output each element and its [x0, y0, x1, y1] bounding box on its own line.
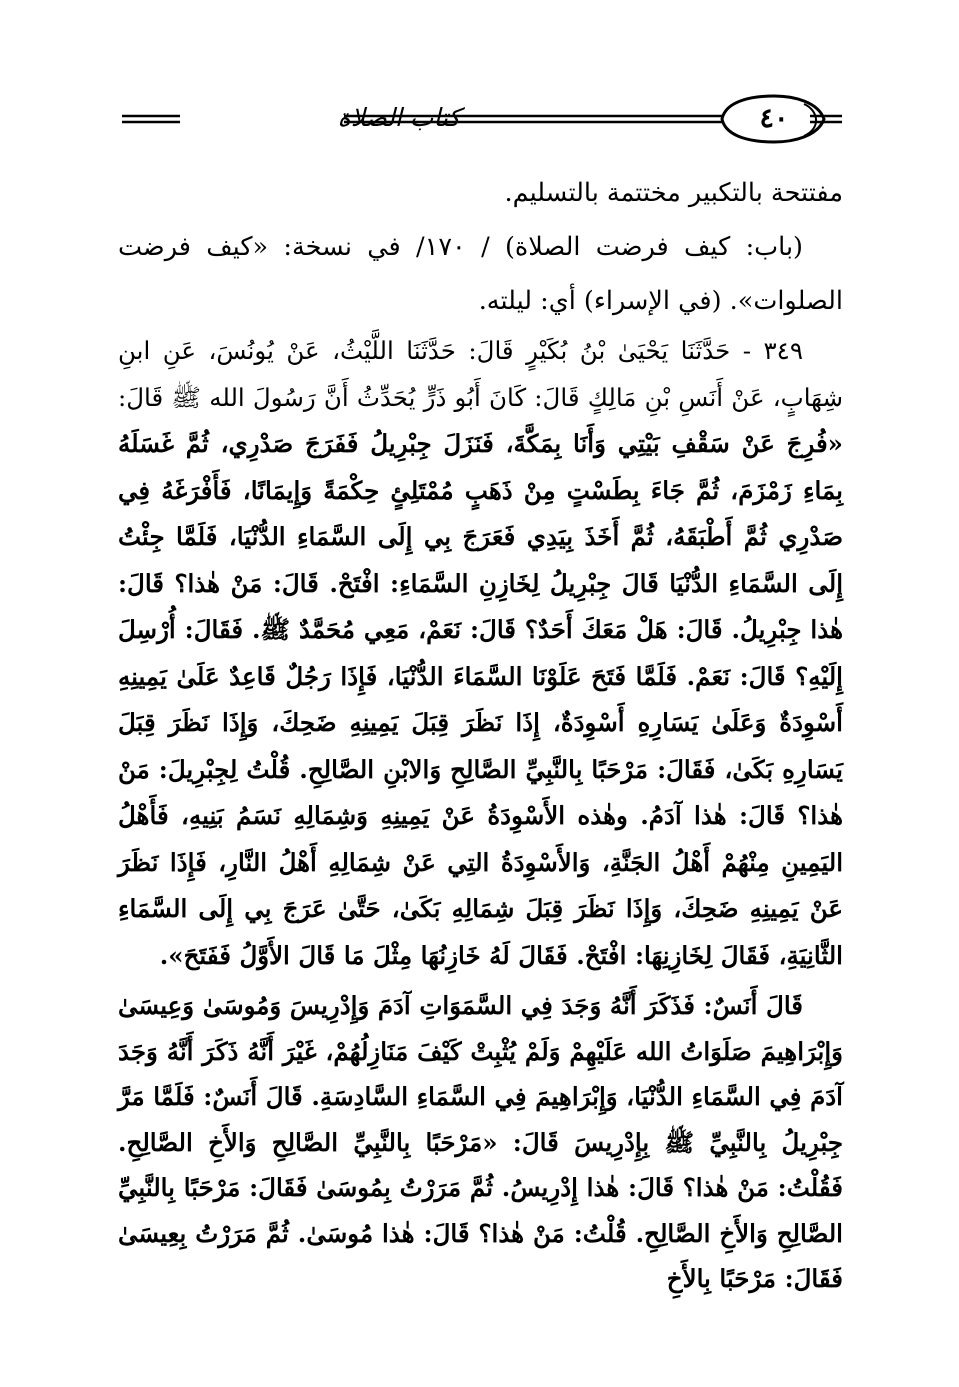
hadith-paragraph: [118, 328, 843, 979]
hadith-number: ٣٤٩ -: [742, 336, 803, 365]
page-body: [118, 166, 843, 1302]
hadith-matn: «فُرِجَ عَنْ سَقْفِ بَيْتِي وَأَنَا بِمَكَّةَ، فَنَزَلَ جِبْرِيلُ فَفَرَجَ صَدْرِي، ثُمَّ غَسَلَهُ بِمَاءِ زَمْزَمَ، ثُمَّ جَاءَ بِطَسْتٍ مِنْ ذَهَبٍ مُمْتَلِئٍ حِكْمَةً وَإِيمَانًا، فَأَفْرَغَهُ فِي صَدْرِي ثُمَّ أَطْبَقَهُ، ثُمَّ أَخَذَ بِيَدِي فَعَرَجَ بِي إِلَى السَّمَاءِ الدُّنْيَا، فَلَمَّا جِئْتُ إِلَى السَّمَاءِ الدُّنْيَا قَالَ جِبْرِيلُ لِخَازِنِ السَّمَاءِ: افْتَحْ. قَالَ: مَنْ هٰذا؟ قَالَ: هٰذا جِبْرِيلُ. قَالَ: هَلْ مَعَكَ أَحَدٌ؟ قَالَ: نَعَمْ، مَعِي مُحَمَّدٌ ﷺ. فَقَالَ: أُرْسِلَ إِلَيْهِ؟ قَالَ: نَعَمْ. فَلَمَّا فَتَحَ عَلَوْنَا السَّمَاءَ الدُّنْيَا، فَإِذَا رَجُلٌ قَاعِدٌ عَلَىٰ يَمِينِهِ أَسْوِدَةٌ وَعَلَىٰ يَسَارِهِ أَسْوِدَةٌ، إِذَا نَظَرَ قِبَلَ يَمِينِهِ ضَحِكَ، وَإِذَا نَظَرَ قِبَلَ يَسَارِهِ بَكَىٰ، فَقَالَ: مَرْحَبًا بِالنَّبِيِّ الصَّالِحِ وَالابْنِ الصَّالِحِ. قُلْتُ لِجِبْرِيلَ: مَنْ هٰذا؟ قَالَ: هٰذا آدَمُ. وهٰذه الأَسْوِدَةُ عَنْ يَمِينِهِ وَشِمَالِهِ نَسَمُ بَنِيهِ، فَأَهْلُ اليَمِينِ مِنْهُمْ أَهْلُ الجَنَّةِ، وَالأَسْوِدَةُ التِي عَنْ شِمَالِهِ أَهْلُ النَّارِ، فَإِذَا نَظَرَ عَنْ يَمِينِهِ ضَحِكَ، وَإِذَا نَظَرَ قِبَلَ شِمَالِهِ بَكَىٰ، حَتَّىٰ عَرَجَ بِي إِلَى السَّمَاءِ الثَّانِيَةِ، فَقَالَ لِخَازِنِهَا: افْتَحْ. فَقَالَ لَهُ خَازِنُهَا مِثْلَ مَا قَالَ الأَوَّلُ فَفَتَحَ».: [118, 429, 843, 970]
intro-paragraph: مفتتحة بالتكبير مختتمة بالتسليم.: [504, 178, 843, 208]
hadith-isnad: حَدَّثَنَا يَحْيَىٰ بْنُ بُكَيْرٍ قَالَ: حَدَّثَنَا اللَّيْثُ، عَنْ يُونُسَ، عَنِ ابنِ شِهَابٍ، عَنْ أَنَسِ بْنِ مَالِكٍ قَالَ: كَانَ أَبُو ذَرٍّ يُحَدِّثُ أَنَّ رَسُولَ الله ﷺ قَالَ:: [118, 336, 843, 412]
page-header: [118, 92, 843, 146]
page-number: ٤٠: [759, 103, 789, 134]
bab-paragraph: (باب: كيف فرضت الصلاة) / ١٧٠/ في نسخة: «كيف فرضت الصلوات». (في الإسراء) أي: ليلته.: [118, 232, 843, 316]
anas-paragraph: قَالَ أَنَسٌ: فَذَكَرَ أَنَّهُ وَجَدَ فِي السَّمَوَاتِ آدَمَ وَإِدْرِيسَ وَمُوسَىٰ وَعِيسَىٰ وَإِبْرَاهِيمَ صَلَوَاتُ الله عَلَيْهِمْ وَلَمْ يُثْبِتْ كَيْفَ مَنَازِلُهُمْ، غَيْرَ أَنَّهُ ذَكَرَ أَنَّهُ وَجَدَ آدَمَ فِي السَّمَاءِ الدُّنْيَا، وَإِبْرَاهِيمَ فِي السَّمَاءِ السَّادِسَةِ. قَالَ أَنَسٌ: فَلَمَّا مَرَّ جِبْرِيلُ بِالنَّبِيِّ ﷺ بِإِدْرِيسَ قَالَ: «مَرْحَبًا بِالنَّبِيِّ الصَّالِحِ وَالأَخِ الصَّالِحِ. فَقُلْتُ: مَنْ هٰذا؟ قَالَ: هٰذا إِدْرِيسُ. ثُمَّ مَرَرْتُ بِمُوسَىٰ فَقَالَ: مَرْحَبًا بِالنَّبِيِّ الصَّالِحِ وَالأَخِ الصَّالِحِ. قُلْتُ: مَنْ هٰذا؟ قَالَ: هٰذا مُوسَىٰ. ثُمَّ مَرَرْتُ بِعِيسَىٰ فَقَالَ: مَرْحَبًا بِالأَخِ: [118, 991, 843, 1293]
running-title: كتاب الصلاة: [337, 103, 461, 132]
